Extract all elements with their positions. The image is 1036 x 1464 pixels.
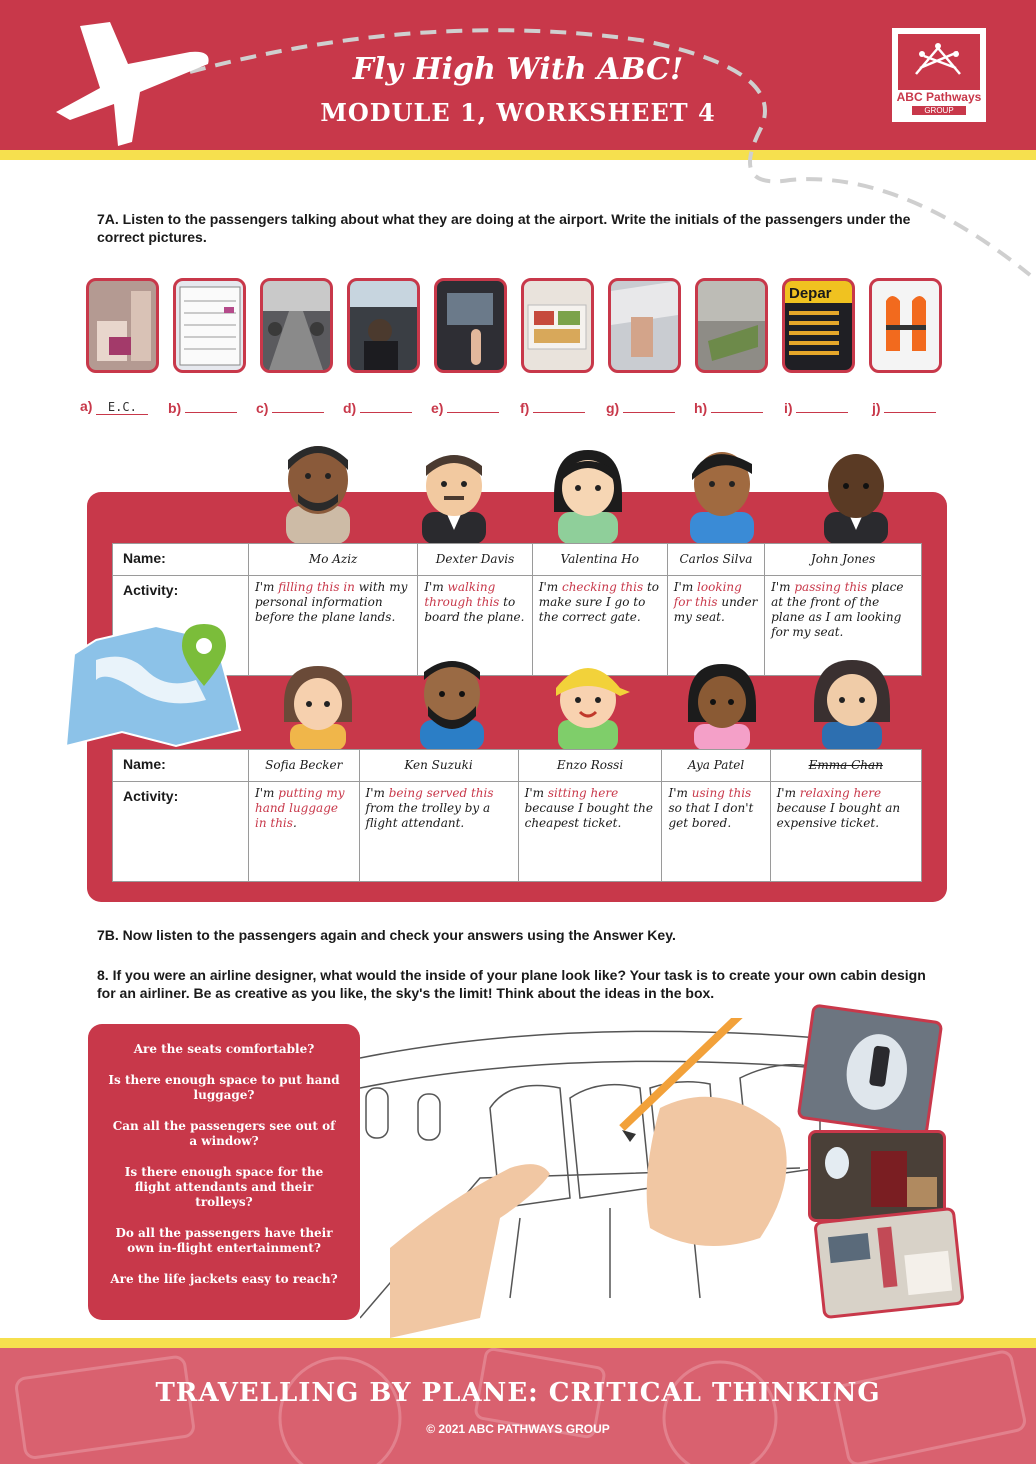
answer-letter: e) <box>431 400 444 416</box>
picture-life-jacket <box>869 278 942 373</box>
answer-letter: f) <box>520 400 530 416</box>
passenger-activity: I'm filling this in with my personal information before the plane lands. <box>249 576 418 676</box>
answer-field[interactable] <box>272 398 324 413</box>
avatar-sofia-becker <box>278 664 358 750</box>
picture-overhead-luggage-bin <box>608 278 681 373</box>
avatar-carlos-silva <box>680 440 764 544</box>
answer-j <box>872 398 936 416</box>
passenger-table-2 <box>112 749 922 882</box>
avatar-aya-patel <box>682 660 762 750</box>
answer-field[interactable] <box>796 398 848 413</box>
passenger-activity: I'm passing this place at the front of the plane as I am looking for my seat. <box>765 576 922 676</box>
answer-f <box>520 398 585 416</box>
page-title: Fly High With ABC! <box>352 52 684 87</box>
picture-inflight-meal-tray <box>521 278 594 373</box>
exercise-7b-instruction: 7B. Now listen to the passengers again and check your answers using the Answer Key. <box>97 927 676 943</box>
passenger-name: John Jones <box>765 544 922 576</box>
answer-a <box>80 398 148 415</box>
answer-e <box>431 398 499 416</box>
picture-pilot-cockpit <box>347 278 420 373</box>
answer-letter: a) <box>80 398 93 414</box>
passenger-activity: I'm sitting here because I bought the cheapest ticket. <box>518 782 662 882</box>
picture-departures-board <box>782 278 855 373</box>
answer-c <box>256 398 324 416</box>
passenger-name: Aya Patel <box>662 750 770 782</box>
exercise-7a-instruction: 7A. Listen to the passengers talking about what they are doing at the airport. Write the initials of the passengers under the correct pictures. <box>97 211 911 245</box>
answer-b <box>168 398 237 416</box>
logo-mark <box>898 34 980 90</box>
idea-item: Are the life jackets easy to reach? <box>110 1272 338 1286</box>
passenger-name: Ken Suzuki <box>359 750 518 782</box>
photo-plane-window <box>797 1003 944 1136</box>
logo-figures-icon <box>898 34 980 90</box>
answer-letter: b) <box>168 400 182 416</box>
picture-landing-card-form <box>173 278 246 373</box>
answer-i <box>784 398 848 416</box>
idea-item: Do all the passengers have their own in-flight entertainment? <box>115 1226 333 1255</box>
photo-first-class-suite <box>813 1207 964 1319</box>
picture-inflight-entertainment-screen <box>434 278 507 373</box>
activity-label: Activity: <box>113 576 249 676</box>
footer-copyright: © 2021 ABC PATHWAYS GROUP <box>426 1422 610 1436</box>
answer-letter: c) <box>256 400 269 416</box>
picture-airplane-aisle <box>260 278 333 373</box>
answer-letter: d) <box>343 400 357 416</box>
photo-business-class-seat <box>808 1130 946 1222</box>
picture-seat-with-hand-luggage <box>86 278 159 373</box>
answer-letter: i) <box>784 400 793 416</box>
passenger-name-crossed-out: Emma Chan <box>770 750 921 782</box>
answer-field[interactable] <box>623 398 675 413</box>
answer-letter: j) <box>872 400 881 416</box>
avatar-mo-aziz <box>276 436 360 544</box>
activity-label: Activity: <box>113 782 249 882</box>
answer-field[interactable] <box>360 398 412 413</box>
avatar-emma-chan <box>810 656 894 750</box>
answer-field[interactable] <box>884 398 936 413</box>
passenger-activity: I'm looking for this under my seat. <box>667 576 764 676</box>
answer-letter: h) <box>694 400 708 416</box>
answer-h <box>694 398 763 416</box>
idea-item: Is there enough space for the flight attendants and their trolleys? <box>124 1165 324 1209</box>
name-label: Name: <box>113 544 249 576</box>
answer-field[interactable]: E.C. <box>96 400 148 415</box>
avatar-dexter-davis <box>412 446 496 544</box>
answer-field[interactable] <box>447 398 499 413</box>
avatar-enzo-rossi <box>546 654 630 750</box>
world-map-pin-icon <box>66 620 242 750</box>
logo-sub: GROUP <box>912 106 966 115</box>
departures-sign-text: Depar <box>789 285 832 302</box>
page-subtitle: MODULE 1, WORKSHEET 4 <box>320 98 716 127</box>
avatar-valentina-ho <box>546 446 630 544</box>
avatar-ken-suzuki <box>410 656 494 750</box>
footer-title: TRAVELLING BY PLANE: CRITICAL THINKING <box>155 1378 881 1408</box>
logo-name: ABC Pathways <box>896 90 982 104</box>
passenger-name: Carlos Silva <box>667 544 764 576</box>
passenger-activity: I'm checking this to make sure I go to the correct gate. <box>532 576 667 676</box>
abc-pathways-logo <box>890 26 988 124</box>
picture-airport-train <box>695 278 768 373</box>
passenger-activity: I'm being served this from the trolley by a flight attendant. <box>359 782 518 882</box>
footer-stripe <box>0 1338 1036 1348</box>
exercise-8-instruction: 8. If you were an airline designer, what would the inside of your plane look like? Your task is to create your own cabin design for an airliner. Be as creative as you like, the sky's the limit! Think about the ideas in the box. <box>97 967 926 1001</box>
passenger-name: Sofia Becker <box>249 750 360 782</box>
answer-field[interactable] <box>711 398 763 413</box>
passenger-name: Dexter Davis <box>418 544 532 576</box>
idea-item: Is there enough space to put hand luggage? <box>108 1073 340 1102</box>
answer-field[interactable] <box>185 398 237 413</box>
answer-letter: g) <box>606 400 620 416</box>
answer-g <box>606 398 675 416</box>
idea-item: Can all the passengers see out of a window? <box>112 1119 336 1148</box>
name-label: Name: <box>113 750 249 782</box>
idea-item: Are the seats comfortable? <box>133 1042 315 1056</box>
answer-field[interactable] <box>533 398 585 413</box>
passenger-activity: I'm walking through this to board the plane. <box>418 576 532 676</box>
passenger-activity: I'm putting my hand luggage in this. <box>249 782 360 882</box>
passenger-name: Valentina Ho <box>532 544 667 576</box>
passenger-activity: I'm relaxing here because I bought an expensive ticket. <box>770 782 921 882</box>
avatar-john-jones <box>814 450 898 544</box>
passenger-name: Mo Aziz <box>249 544 418 576</box>
ideas-box <box>88 1024 360 1320</box>
passenger-name: Enzo Rossi <box>518 750 662 782</box>
passenger-activity: I'm using this so that I don't get bored. <box>662 782 770 882</box>
answer-d <box>343 398 412 416</box>
